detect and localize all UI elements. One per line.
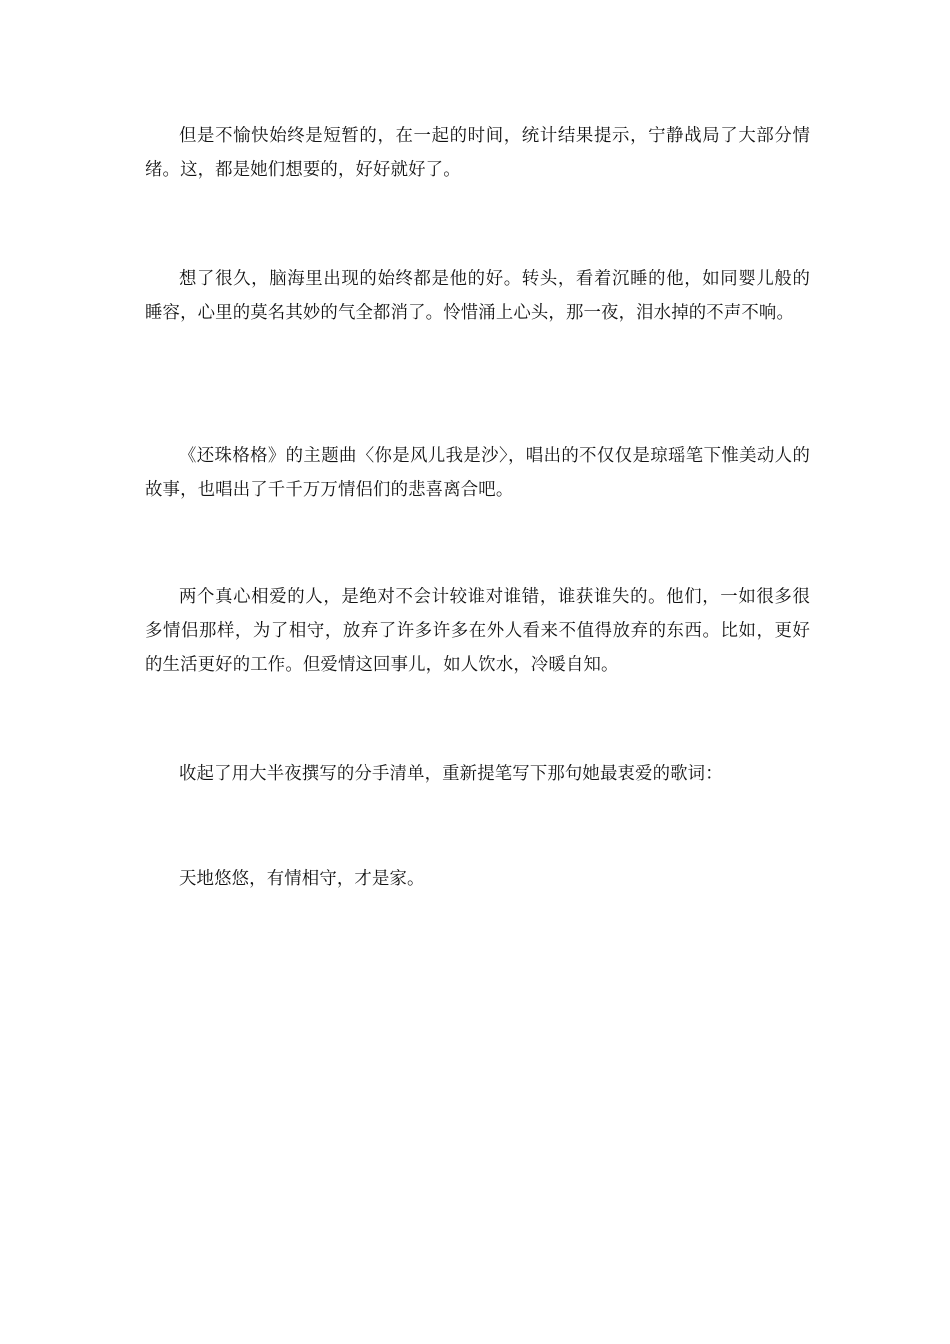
paragraph-6: 天地悠悠，有情相守，才是家。 (179, 869, 425, 889)
paragraph-1: 但是不愉快始终是短暂的，在一起的时间，统计结果提示，宁静战局了大部分情绪。这，都是她们想要的，好好就好了。 (145, 126, 810, 180)
paragraph-5: 收起了用大半夜撰写的分手清单，重新提笔写下那句她最衷爱的歌词： (179, 764, 723, 784)
paragraph-4: 两个真心相爱的人，是绝对不会计较谁对谁错，谁获谁失的。他们，一如很多很多情侣那样，为了相守，放弃了许多许多在外人看来不值得放弃的东西。比如，更好的生活更好的工作。但爱情这回事儿，如人饮水，冷暖自知。 (145, 587, 810, 675)
paragraph-3: 《还珠格格》的主题曲〈你是风儿我是沙〉，唱出的不仅仅是琼瑶笔下惟美动人的故事，也唱出了千千万万情侣们的悲喜离合吧。 (145, 446, 810, 500)
paragraph-2: 想了很久，脑海里出现的始终都是他的好。转头，看着沉睡的他，如同婴儿般的睡容，心里的莫名其妙的气全都消了。怜惜涌上心头，那一夜，泪水掉的不声不响。 (145, 269, 810, 323)
